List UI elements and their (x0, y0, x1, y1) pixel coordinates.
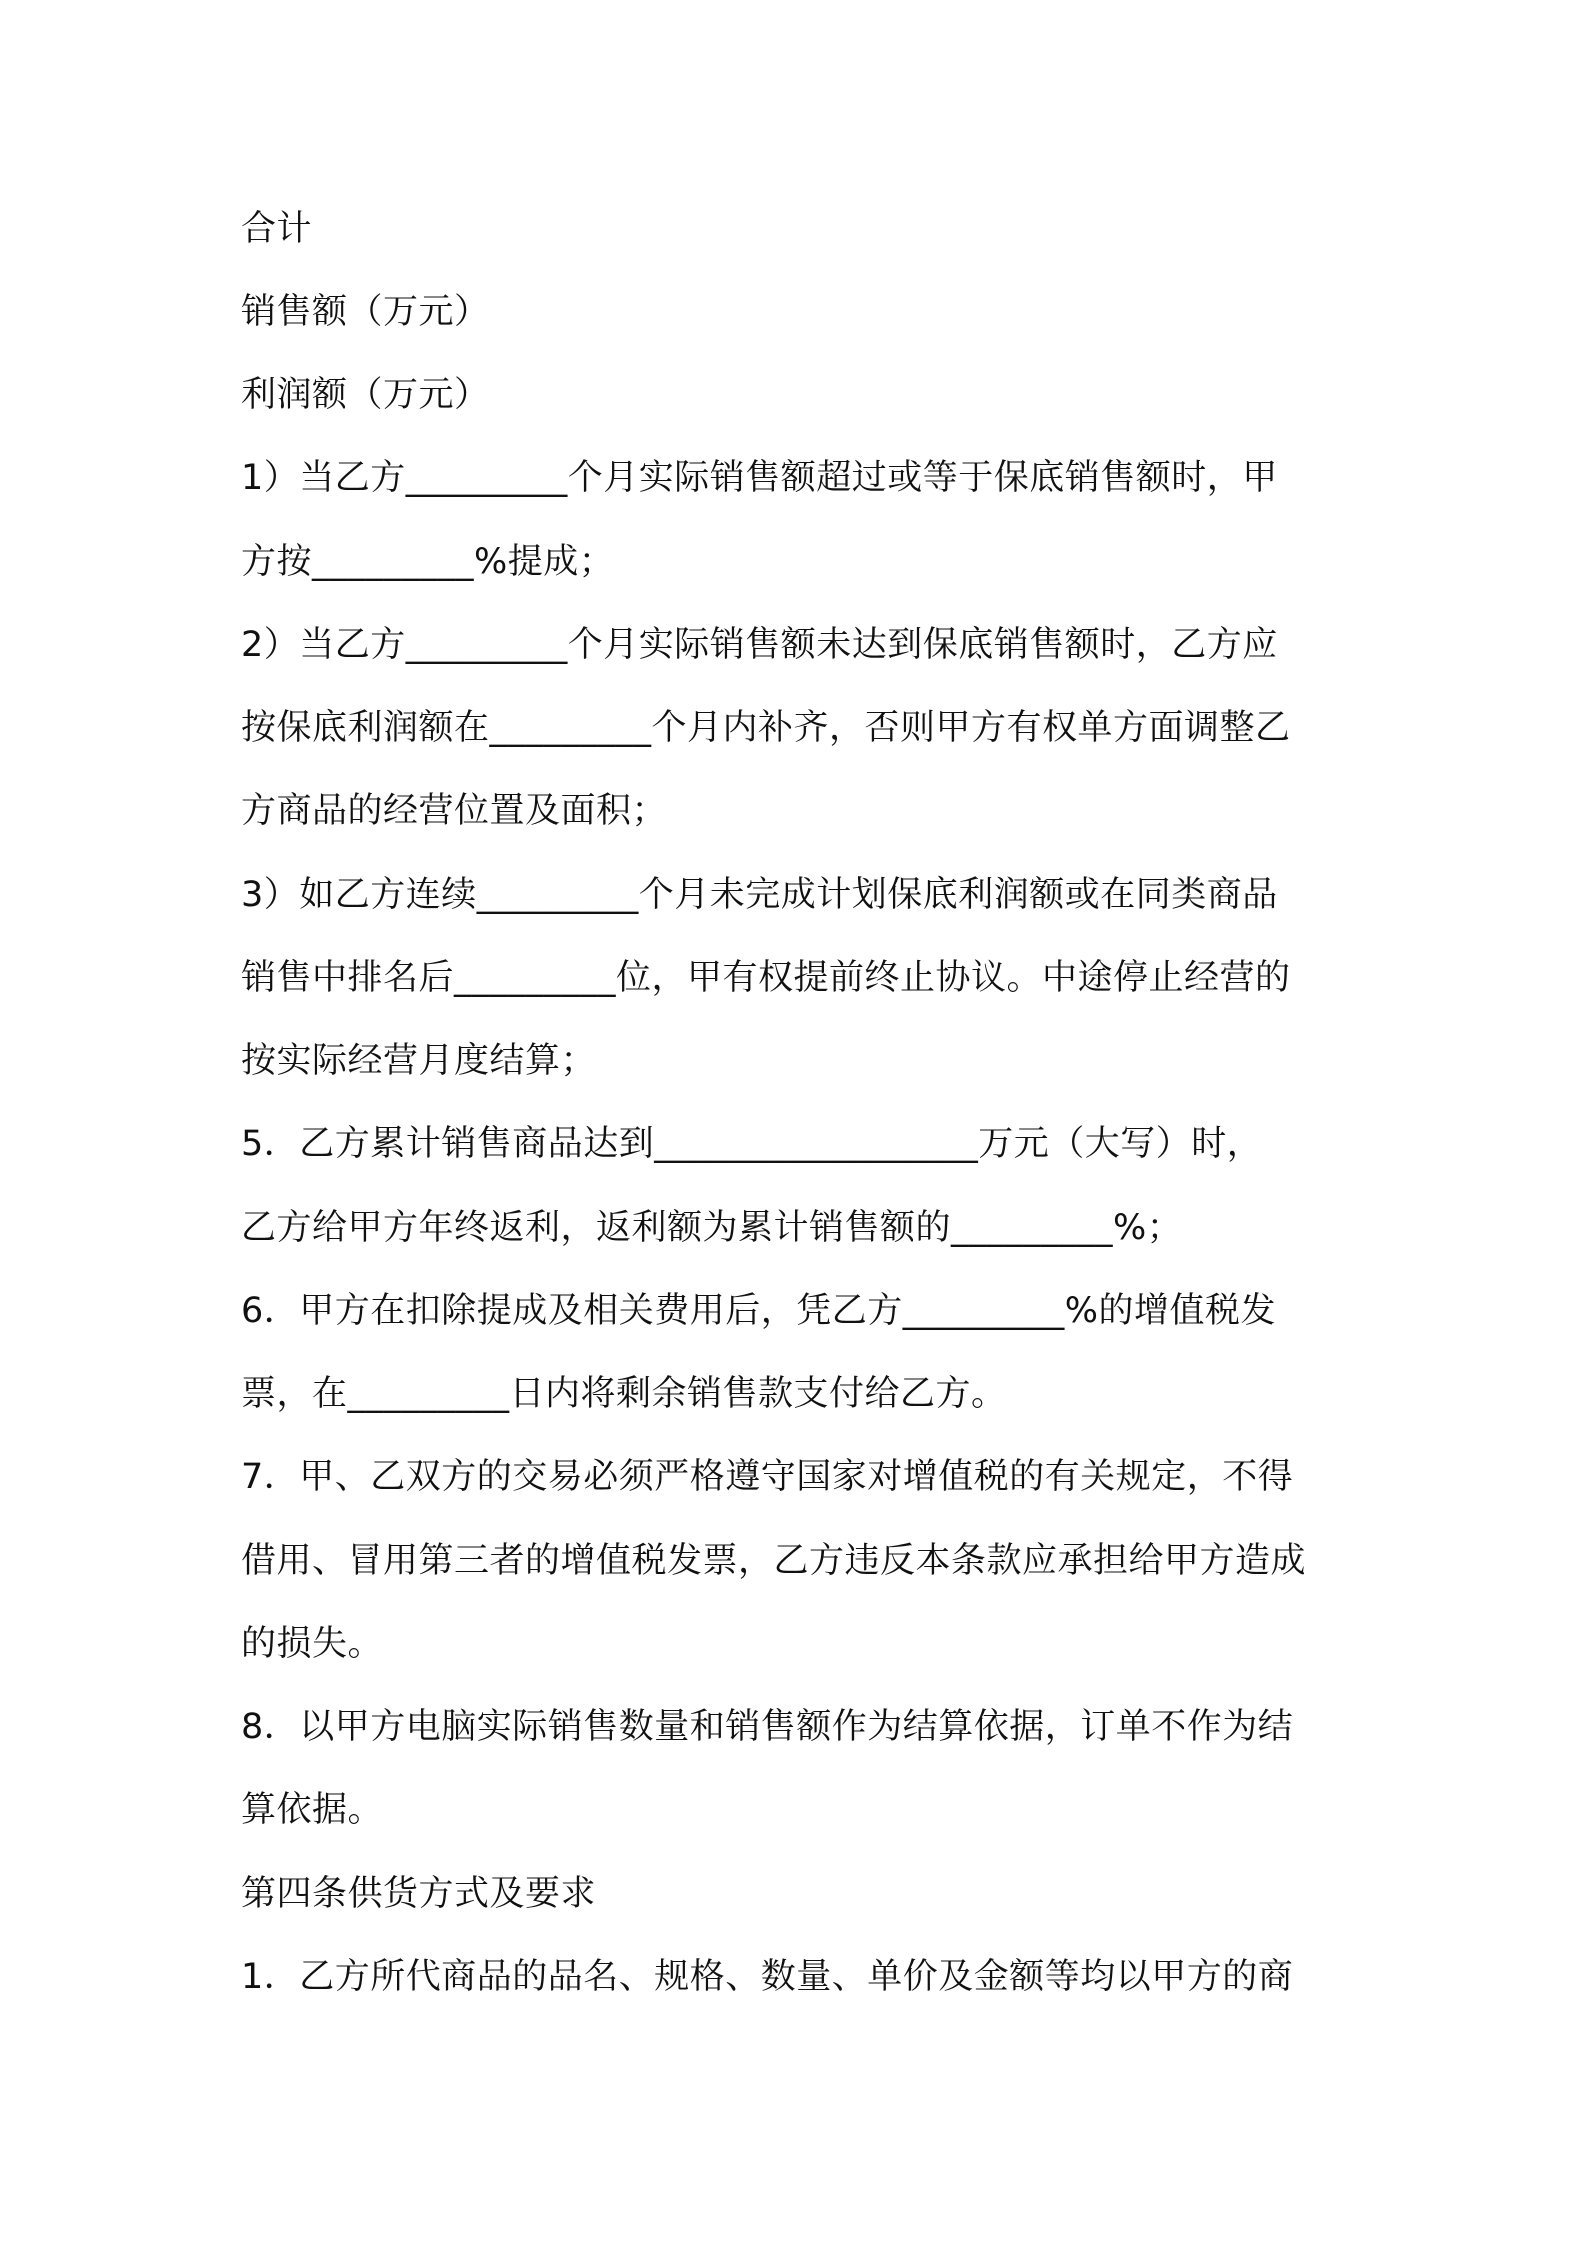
text-line: 销售额（万元） (241, 292, 490, 332)
text-line: 6．甲方在扣除提成及相关费用后，凭乙方_________%的增值税发 (241, 1291, 1277, 1331)
text-line: 的损失。 (241, 1624, 384, 1664)
text-line: 乙方给甲方年终返利，返利额为累计销售额的_________%； (241, 1208, 1183, 1248)
text-line: 1．乙方所代商品的品名、规格、数量、单价及金额等均以甲方的商 (241, 1957, 1294, 1997)
text-line: 合计 (241, 209, 313, 249)
text-line: 3）如乙方连续_________个月未完成计划保底利润额或在同类商品 (241, 875, 1278, 915)
text-line: 利润额（万元） (241, 375, 490, 415)
text-line: 销售中排名后_________位，甲有权提前终止协议。中途停止经营的 (241, 958, 1291, 998)
text-line: 5．乙方累计销售商品达到__________________万元（大写）时， (241, 1124, 1263, 1164)
text-line: 8．以甲方电脑实际销售数量和销售额作为结算依据，订单不作为结 (241, 1707, 1294, 1747)
text-line: 算依据。 (241, 1790, 384, 1830)
text-line: 票，在_________日内将剩余销售款支付给乙方。 (241, 1374, 1007, 1414)
text-line: 借用、冒用第三者的增值税发票，乙方违反本条款应承担给甲方造成 (241, 1541, 1307, 1581)
text-line: 2）当乙方_________个月实际销售额未达到保底销售额时，乙方应 (241, 625, 1278, 665)
text-line: 方按_________%提成； (241, 542, 615, 582)
text-line: 按实际经营月度结算； (241, 1041, 597, 1081)
text-line: 方商品的经营位置及面积； (241, 791, 668, 831)
text-line: 7．甲、乙双方的交易必须严格遵守国家对增值税的有关规定，不得 (241, 1457, 1294, 1497)
text-line: 1）当乙方_________个月实际销售额超过或等于保底销售额时，甲 (241, 458, 1278, 498)
section-heading: 第四条供货方式及要求 (241, 1874, 597, 1914)
text-line: 按保底利润额在_________个月内补齐，否则甲方有权单方面调整乙 (241, 708, 1291, 748)
